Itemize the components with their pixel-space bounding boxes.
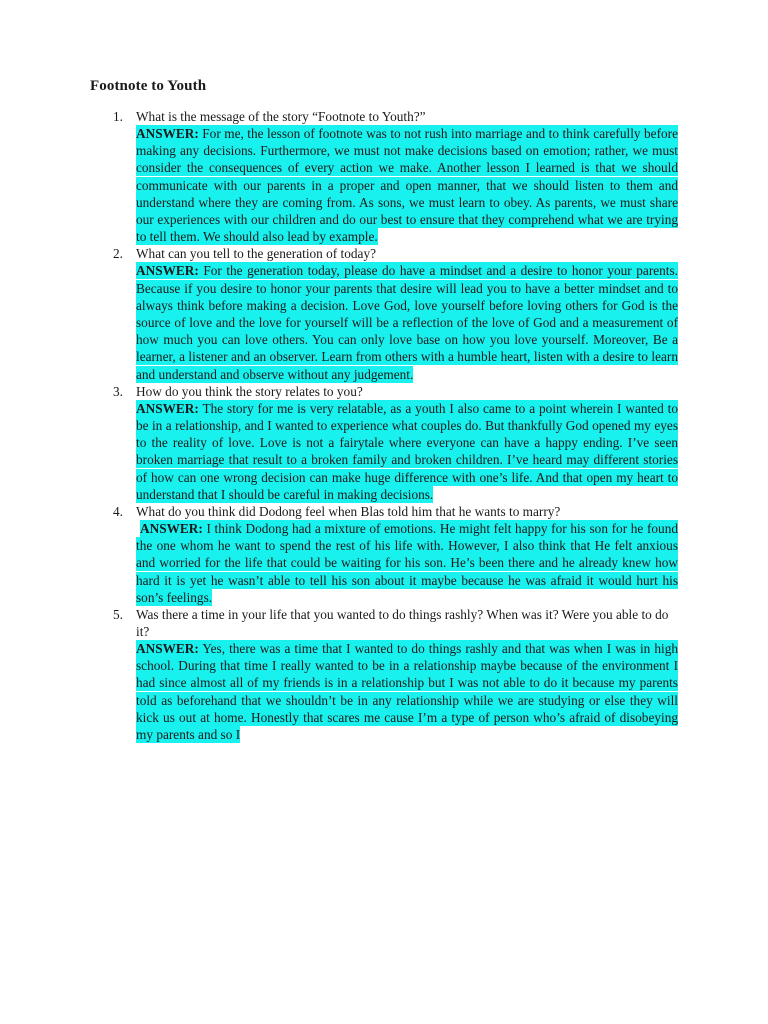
answer-text: The story for me is very relatable, as a youth I also came to a point wherein I wanted to be in a relationship, and I wanted to experience what couples do. But thankfully God opened my eyes to the reality of love. Love is not a fairytale where everyone can have a happy ending. I’ve seen broken marriage that result to a broken family and broken children. I’ve heard may different stories of how can one wrong decision can make huge difference with one’s life. And that open my heart to understand that I should be careful in making decisions. — [136, 400, 678, 502]
answer-block — [136, 400, 678, 503]
answer-label: ANSWER: — [136, 400, 199, 416]
answer-label: ANSWER: — [136, 263, 199, 279]
question-text: What do you think did Dodong feel when Blas told him that he wants to marry? — [136, 504, 561, 520]
question-number: 2. — [113, 246, 123, 262]
answer-label: ANSWER: — [136, 641, 199, 657]
answer-highlight — [136, 400, 678, 503]
answer-label: ANSWER: — [136, 126, 199, 141]
answer-text: Yes, there was a time that I wanted to do things rashly and that was when I was in high school. During that time I really wanted to be in a relationship maybe because of the environment I had since almost all of my friends is in a relationship but I was not able to do it because my parents told as beforehand that we shouldn’t be in any relationship while we are studying or else they will kick us out at home. Honestly that scares me cause I’m a type of person who’s afraid of disobeying my parents and so I — [136, 641, 678, 743]
answer-block — [136, 640, 678, 743]
question-text: Was there a time in your life that you wanted to do things rashly? When was it? Were you able to do it? — [136, 607, 669, 640]
answer-highlight — [136, 125, 678, 245]
question-item-1 — [0, 108, 768, 245]
answer-text: I think Dodong had a mixture of emotions. He might felt happy for his son for he found the one whom he want to spend the rest of his life with. However, I also think that He felt anxious and worried for the life that could be waiting for his son. He’s been there and he already knew how hard it is yet he wasn’t able to tell his son about it maybe because he was afraid it would hurt his son’s feelings. — [136, 521, 678, 605]
question-list — [0, 108, 768, 743]
answer-text: For me, the lesson of footnote was to not rush into marriage and to think carefully before making any decisions. Furthermore, we must not make decisions based on emotion; rather, we must consider the consequences of every action we make. Another lesson I learned is that we should communicate with our parents in a proper and open manner, that we should listen to them and understand where they are coming from. As sons, we must learn to obey. As parents, we must share our experiences with our children and do our best to ensure that they comprehend what we are trying to tell them. We should also lead by example. — [136, 126, 678, 245]
question-text: What is the message of the story “Footnote to Youth?” — [136, 109, 426, 124]
answer-highlight — [136, 262, 678, 382]
question-number: 1. — [113, 109, 123, 124]
question-item-3 — [0, 383, 768, 503]
question-number: 3. — [113, 383, 123, 399]
question-text: How do you think the story relates to you? — [136, 383, 363, 399]
answer-block — [136, 520, 678, 606]
question-item-2 — [0, 245, 768, 382]
question-item-5 — [0, 606, 768, 743]
answer-block — [136, 125, 678, 245]
answer-highlight — [136, 520, 678, 606]
answer-label: ANSWER: — [140, 521, 203, 537]
question-number: 5. — [113, 607, 123, 623]
question-text: What can you tell to the generation of today? — [136, 246, 376, 262]
answer-highlight — [136, 640, 678, 743]
question-number: 4. — [113, 504, 123, 520]
answer-block — [136, 262, 678, 382]
question-item-4 — [0, 503, 768, 606]
page-title: Footnote to Youth — [90, 78, 207, 94]
answer-text: For the generation today, please do have a mindset and a desire to honor your parents. Because if you desire to honor your parents that desire will lead you to have a better mindset and to always think before making a decision. Love God, love yourself before loving others for God is the source of love and the love for yourself will be a reflection of the love of God and a measurement of how much you can love others. You can only love base on how you love yourself. Moreover, Be a learner, a listener and an observer. Learn from others with a humble heart, listen with a desire to learn and understand and observe without any judgement. — [136, 263, 678, 382]
